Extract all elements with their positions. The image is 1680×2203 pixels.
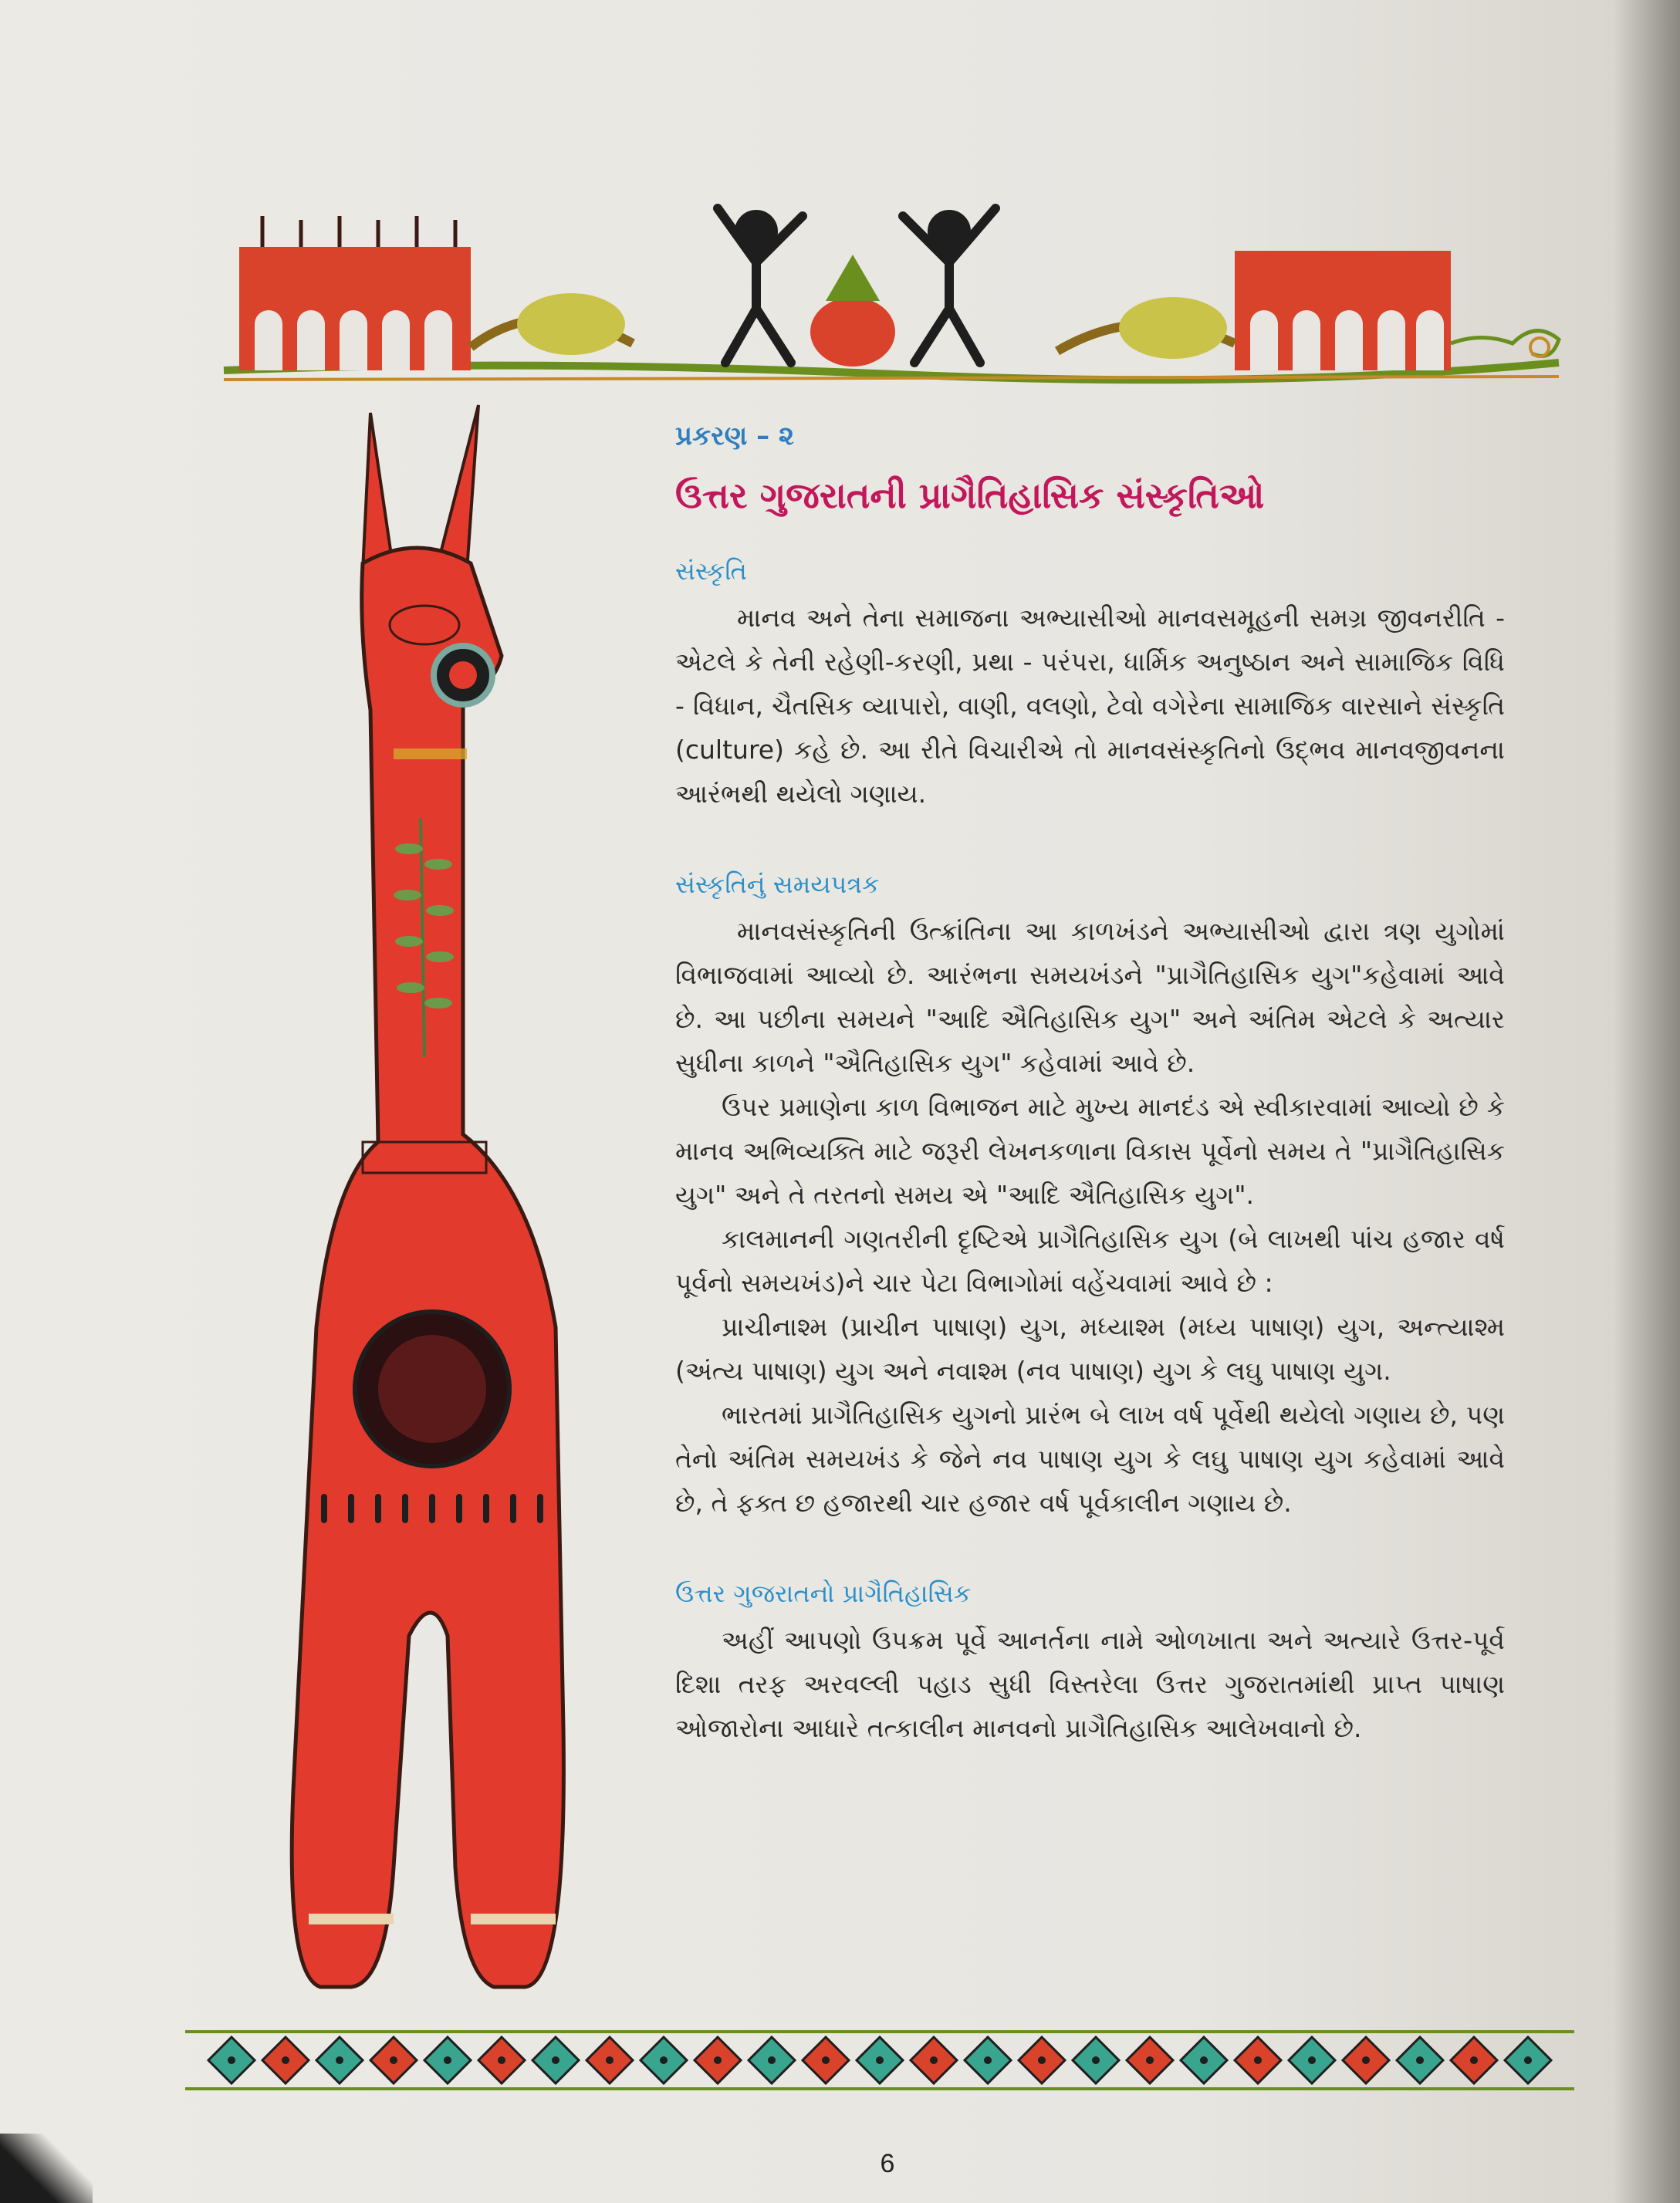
paragraph: કાલમાનની ગણતરીની દૃષ્ટિએ પ્રાગૈતિહાસિક યુગ (બે લાખથી પાંચ હજાર વર્ષ પૂર્વનો સમયખંડ)ને ચાર પેટા વિભાગોમાં વહેંચવામાં આવે છે : <box>675 1224 1505 1298</box>
section-heading-culture: સંસ્કૃતિ <box>675 556 747 586</box>
chapter-label: પ્રકરણ – ૨ <box>675 421 794 451</box>
paragraph: માનવ અને તેના સમાજના અભ્યાસીઓ માનવસમૂહની સમગ્ર જીવનરીતિ - એટલે કે તેની રહેણી-કરણી, પ્રથા - પરંપરા, ધાર્મિક અનુષ્ઠાન અને સામાજિક વિધિ - વિધાન, ચૈતસિક વ્યાપારો, વાણી, વલણો, ટેવો વગેરેના સામાજિક વારસાને સંસ્કૃતિ (culture) કહે છે. આ રીતે વિચારીએ તો માનવસંસ્કૃતિનો ઉદ્ભવ માનવજીવનના આરંભથી થયેલો ગણાય. <box>675 603 1505 809</box>
terracotta-horse-figure-icon <box>278 401 602 1999</box>
paragraph: અહીં આપણો ઉપક્રમ પૂર્વે આનર્તના નામે ઓળખાતા અને અત્યારે ઉત્તર-પૂર્વ દિશા તરફ અરવલ્લી પહાડ સુધી વિસ્તરેલા ઉત્તર ગુજરાતમાંથી પ્રાપ્ત પાષાણ ઓજારોના આધારે તત્કાલીન માનવનો પ્રાગૈતિહાસિક આલેખવાનો છે. <box>675 1625 1505 1743</box>
page-number: 6 <box>880 2149 895 2178</box>
text-column <box>675 421 1505 1750</box>
paragraph: માનવસંસ્કૃતિની ઉત્ક્રાંતિના આ કાળખંડને અભ્યાસીઓ દ્વારા ત્રણ યુગોમાં વિભાજવામાં આવ્યો છે. આરંભના સમયખંડને "પ્રાગૈતિહાસિક યુગ"કહેવામાં આવે છે. આ પછીના સમયને "આદિ ઐતિહાસિક યુગ" અને અંતિમ એટલે કે અત્યાર સુધીના કાળને "ઐતિહાસિક યુગ" કહેવામાં આવે છે. <box>675 916 1505 1078</box>
chapter-title: ઉત્તર ગુજરાતની પ્રાગૈતિહાસિક સંસ્કૃતિઓ <box>675 475 1265 516</box>
paragraph: પ્રાચીનાશ્મ (પ્રાચીન પાષાણ) યુગ, મધ્યાશ્મ (મધ્ય પાષાણ) યુગ, અન્ત્યાશ્મ (અંત્ય પાષાણ) યુગ અને નવાશ્મ (નવ પાષાણ) યુગ કે લઘુ પાષાણ યુગ. <box>675 1312 1505 1386</box>
paragraph: ભારતમાં પ્રાગૈતિહાસિક યુગનો પ્રારંભ બે લાખ વર્ષ પૂર્વેથી થયેલો ગણાય છે, પણ તેનો અંતિમ સમયખંડ કે જેને નવ પાષાણ યુગ કે લઘુ પાષાણ યુગ કહેવામાં આવે છે, તે ફક્ત છ હજારથી ચાર હજાર વર્ષ પૂર્વકાલીન ગણાય છે. <box>675 1400 1505 1518</box>
section-heading-north-gujarat: ઉત્તર ગુજરાતનો પ્રાગૈતિહાસિક <box>675 1579 972 1608</box>
diamond-pattern-border-icon <box>185 2026 1574 2095</box>
section-heading-timeline: સંસ્કૃતિનું સમયપત્રક <box>675 870 880 899</box>
page-corner-shadow <box>0 2134 93 2203</box>
paragraph: ઉપર પ્રમાણેના કાળ વિભાજન માટે મુખ્ય માનદંડ એ સ્વીકારવામાં આવ્યો છે કે માનવ અભિવ્યક્તિ માટે જરૂરી લેખનકળાના વિકાસ પૂર્વેનો સમય તે "પ્રાગૈતિહાસિક યુગ" અને તે તરતનો સમય એ "આદિ ઐતિહાસિક યુગ". <box>675 1092 1505 1210</box>
folk-art-banner-icon <box>216 177 1574 394</box>
